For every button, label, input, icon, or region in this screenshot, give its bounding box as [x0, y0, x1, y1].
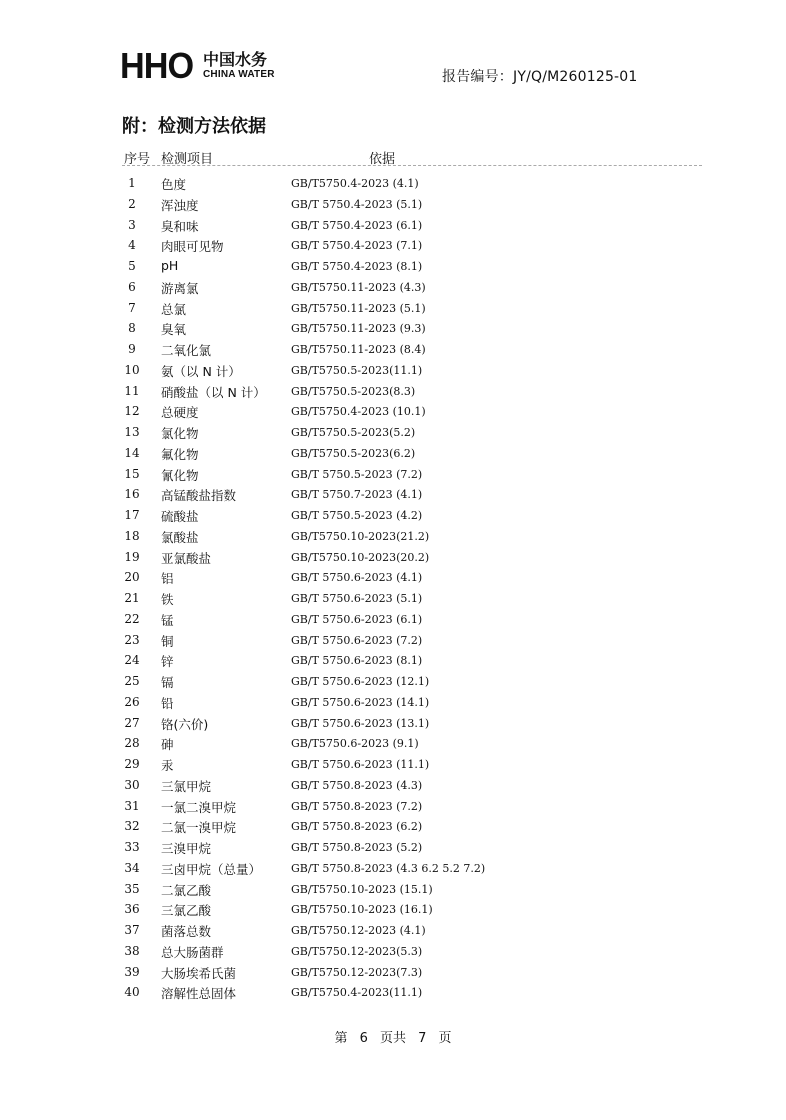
row-item: 氨（以 N 计）	[161, 363, 241, 379]
table-row	[0, 318, 786, 339]
logo-mark: HHO	[120, 45, 194, 86]
row-number: 20	[124, 570, 140, 585]
row-number: 29	[124, 757, 140, 771]
row-basis: GB/T 5750.6-2023 (6.1)	[291, 612, 423, 626]
row-number: 32	[124, 819, 140, 834]
table-row	[0, 464, 786, 485]
row-item: 氟化物	[161, 446, 199, 462]
row-number: 1	[128, 176, 136, 190]
row-number: 38	[124, 943, 140, 958]
row-basis: GB/T5750.10-2023 (15.1)	[291, 882, 433, 896]
row-item: 菌落总数	[161, 924, 212, 939]
row-item: pH	[161, 258, 179, 273]
row-basis: GB/T 5750.6-2023 (5.1)	[291, 592, 423, 605]
row-item: 三溴甲烷	[161, 841, 212, 856]
table-row	[0, 650, 786, 671]
row-basis: GB/T 5750.8-2023 (7.2)	[291, 799, 423, 813]
row-number: 26	[124, 694, 140, 709]
row-item: 溶解性总固体	[161, 986, 237, 1002]
logo-english-name: CHINA WATER	[203, 69, 275, 80]
column-header-no: 序号	[124, 152, 151, 167]
row-basis: GB/T 5750.4-2023 (8.1)	[291, 260, 423, 273]
row-basis: GB/T5750.5-2023(8.3)	[291, 384, 416, 398]
row-item: 总大肠菌群	[161, 944, 224, 960]
row-item: 高锰酸盐指数	[161, 488, 237, 504]
table-row	[0, 567, 786, 588]
column-header-basis: 依据	[369, 152, 396, 167]
section-title: 附：检测方法依据	[122, 116, 266, 137]
row-item: 肉眼可见物	[161, 239, 224, 255]
row-basis: GB/T5750.11-2023 (4.3)	[291, 280, 426, 294]
row-basis: GB/T5750.4-2023 (10.1)	[291, 405, 426, 419]
row-number: 14	[124, 445, 140, 460]
row-basis: GB/T5750.6-2023 (9.1)	[291, 737, 419, 751]
row-item: 铁	[161, 592, 174, 607]
row-basis: GB/T5750.12-2023(7.3)	[291, 965, 423, 979]
row-number: 27	[124, 715, 140, 730]
table-row	[0, 733, 786, 754]
table-row	[0, 588, 786, 609]
table-row	[0, 920, 786, 941]
row-basis: GB/T 5750.4-2023 (6.1)	[291, 218, 423, 232]
method-table	[0, 173, 786, 1003]
row-item: 铜	[161, 633, 174, 649]
row-item: 二氯乙酸	[161, 882, 212, 898]
row-number: 8	[128, 321, 136, 336]
row-basis: GB/T5750.5-2023(11.1)	[291, 363, 423, 377]
row-number: 28	[124, 736, 140, 751]
row-number: 21	[124, 591, 140, 605]
row-number: 33	[124, 840, 140, 854]
table-row	[0, 215, 786, 236]
row-item: 臭和味	[161, 218, 199, 234]
row-item: 二氧化氯	[161, 343, 212, 358]
table-row	[0, 277, 786, 298]
table-row	[0, 962, 786, 983]
row-basis: GB/T5750.11-2023 (9.3)	[291, 322, 426, 336]
row-number: 10	[124, 362, 140, 377]
row-number: 5	[128, 259, 136, 273]
row-basis: GB/T5750.4-2023(11.1)	[291, 986, 423, 1000]
row-basis: GB/T 5750.6-2023 (8.1)	[291, 654, 423, 668]
row-number: 23	[124, 632, 140, 647]
row-item: 三卤甲烷（总量）	[161, 861, 262, 877]
row-item: 三氯甲烷	[161, 778, 212, 794]
row-number: 11	[124, 383, 140, 398]
row-basis: GB/T 5750.4-2023 (5.1)	[291, 197, 423, 211]
logo-chinese-name: 中国水务	[203, 50, 268, 69]
company-logo	[120, 45, 275, 86]
row-item: 氯酸盐	[161, 529, 199, 545]
row-number: 2	[128, 196, 136, 211]
row-item: 镉	[161, 675, 174, 690]
row-item: 总硬度	[161, 405, 199, 421]
row-basis: GB/T 5750.6-2023 (4.1)	[291, 571, 423, 585]
row-number: 40	[124, 985, 140, 1000]
table-row	[0, 422, 786, 443]
row-item: 硝酸盐（以 N 计）	[161, 384, 266, 400]
table-row	[0, 339, 786, 360]
row-item: 铝	[161, 571, 174, 587]
header-divider	[122, 165, 702, 166]
row-item: 三氯乙酸	[161, 903, 212, 919]
table-row	[0, 443, 786, 464]
row-number: 35	[124, 881, 140, 896]
row-number: 36	[124, 902, 140, 917]
row-number: 18	[124, 528, 140, 543]
row-basis: GB/T5750.11-2023 (8.4)	[291, 343, 426, 356]
row-basis: GB/T 5750.4-2023 (7.1)	[291, 239, 423, 253]
row-item: 一氯二溴甲烷	[161, 799, 237, 815]
table-row	[0, 858, 786, 879]
row-number: 25	[124, 674, 140, 688]
table-row	[0, 796, 786, 817]
table-row	[0, 713, 786, 734]
row-number: 12	[124, 404, 140, 419]
row-basis: GB/T 5750.7-2023 (4.1)	[291, 488, 423, 502]
row-item: 铅	[161, 695, 174, 711]
row-item: 大肠埃希氏菌	[161, 965, 237, 981]
row-basis: GB/T 5750.6-2023 (13.1)	[291, 716, 430, 730]
table-row	[0, 754, 786, 775]
table-row	[0, 381, 786, 402]
table-row	[0, 982, 786, 1003]
row-item: 氰化物	[161, 467, 199, 483]
row-basis: GB/T 5750.6-2023 (12.1)	[291, 675, 430, 688]
row-item: 锌	[161, 654, 174, 670]
row-number: 7	[128, 300, 136, 315]
table-row	[0, 692, 786, 713]
page-footer: 第 6 页共 7 页	[334, 1031, 452, 1046]
table-row	[0, 360, 786, 381]
row-item: 锰	[161, 612, 174, 628]
row-number: 16	[124, 487, 140, 502]
table-row	[0, 899, 786, 920]
row-item: 色度	[161, 177, 187, 192]
table-row	[0, 630, 786, 651]
table-row	[0, 775, 786, 796]
row-item: 二氯一溴甲烷	[161, 820, 237, 836]
row-basis: GB/T5750.10-2023 (16.1)	[291, 903, 433, 917]
row-number: 31	[124, 798, 140, 813]
table-row	[0, 194, 786, 215]
table-row	[0, 401, 786, 422]
table-row	[0, 235, 786, 256]
row-basis: GB/T5750.12-2023 (4.1)	[291, 924, 426, 937]
column-header-item: 检测项目	[161, 152, 214, 167]
row-basis: GB/T5750.12-2023(5.3)	[291, 944, 423, 958]
row-basis: GB/T 5750.8-2023 (5.2)	[291, 841, 423, 854]
row-number: 13	[124, 425, 140, 439]
row-basis: GB/T 5750.6-2023 (7.2)	[291, 633, 423, 647]
row-number: 6	[128, 279, 136, 294]
row-basis: GB/T 5750.5-2023 (4.2)	[291, 509, 423, 522]
row-basis: GB/T 5750.6-2023 (11.1)	[291, 758, 430, 771]
row-item: 砷	[161, 737, 174, 753]
row-number: 39	[124, 964, 140, 979]
table-row	[0, 173, 786, 194]
row-basis: GB/T5750.10-2023(20.2)	[291, 550, 430, 564]
table-row	[0, 547, 786, 568]
table-row	[0, 879, 786, 900]
row-number: 17	[124, 508, 140, 522]
table-row	[0, 526, 786, 547]
row-number: 4	[128, 238, 136, 253]
table-row	[0, 816, 786, 837]
table-row	[0, 484, 786, 505]
row-basis: GB/T 5750.6-2023 (14.1)	[291, 695, 430, 709]
report-number: 报告编号：JY/Q/M260125-01	[442, 69, 638, 85]
row-basis: GB/T 5750.8-2023 (4.3)	[291, 778, 423, 792]
row-number: 24	[124, 653, 140, 668]
row-number: 15	[124, 466, 140, 481]
row-item: 游离氯	[161, 280, 199, 296]
row-item: 汞	[161, 758, 174, 773]
table-row	[0, 505, 786, 526]
row-item: 铬(六价)	[161, 716, 209, 732]
table-row	[0, 609, 786, 630]
row-basis: GB/T5750.5-2023(5.2)	[291, 426, 416, 439]
row-item: 亚氯酸盐	[161, 550, 212, 566]
row-basis: GB/T 5750.8-2023 (4.3 6.2 5.2 7.2)	[291, 861, 486, 875]
table-row	[0, 837, 786, 858]
row-number: 19	[124, 549, 140, 564]
row-basis: GB/T5750.5-2023(6.2)	[291, 446, 416, 460]
logo-text	[203, 52, 275, 80]
table-row	[0, 298, 786, 319]
row-basis: GB/T5750.4-2023 (4.1)	[291, 177, 419, 190]
row-item: 氯化物	[161, 426, 199, 441]
row-item: 总氯	[161, 301, 187, 317]
row-number: 37	[124, 923, 140, 937]
row-number: 3	[128, 217, 136, 232]
row-item: 臭氧	[161, 322, 187, 338]
row-basis: GB/T5750.11-2023 (5.1)	[291, 301, 426, 315]
row-number: 34	[124, 860, 140, 875]
row-number: 22	[124, 611, 140, 626]
row-basis: GB/T5750.10-2023(21.2)	[291, 529, 430, 543]
row-number: 9	[128, 342, 136, 356]
table-row	[0, 941, 786, 962]
row-item: 浑浊度	[161, 197, 199, 213]
row-item: 硫酸盐	[161, 509, 199, 524]
row-basis: GB/T 5750.8-2023 (6.2)	[291, 820, 423, 834]
table-row	[0, 256, 786, 277]
row-number: 30	[124, 777, 140, 792]
table-row	[0, 671, 786, 692]
row-basis: GB/T 5750.5-2023 (7.2)	[291, 467, 423, 481]
